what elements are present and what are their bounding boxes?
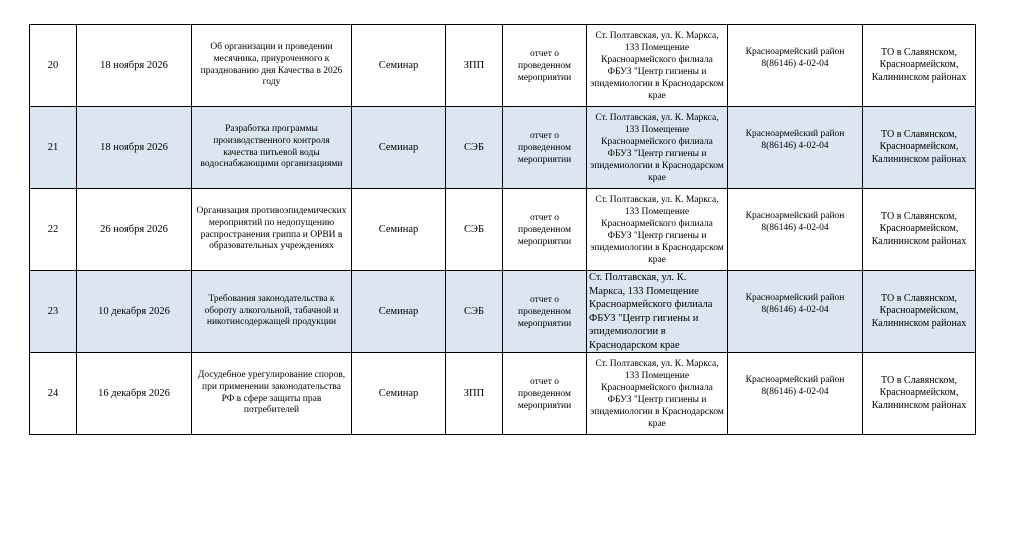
event-address: Ст. Полтавская, ул. К. Маркса, 133 Помещение Красноармейского филиала ФБУЗ "Центр гигиены и эпидемиологии в Краснодарском крае	[587, 189, 728, 271]
event-date: 16 декабря 2026	[77, 353, 192, 435]
event-topic: Досудебное урегулирование споров, при применении законодательства РФ в сфере защиты прав потребителей	[192, 353, 352, 435]
report-form: отчет о проведенном мероприятии	[503, 107, 587, 189]
report-form: отчет о проведенном мероприятии	[503, 271, 587, 353]
events-table	[29, 24, 976, 435]
event-address: Ст. Полтавская, ул. К. Маркса, 133 Помещение Красноармейского филиала ФБУЗ "Центр гигиены и эпидемиологии в Краснодарском крае	[587, 25, 728, 107]
report-form: отчет о проведенном мероприятии	[503, 189, 587, 271]
event-topic: Организация противоэпидемических мероприятий по недопущению распространения гриппа и ОРВИ в образовательных учреждениях	[192, 189, 352, 271]
event-address: Ст. Полтавская, ул. К. Маркса, 133 Помещение Красноармейского филиала ФБУЗ "Центр гигиены и эпидемиологии в Краснодарском крае	[587, 353, 728, 435]
event-address: Ст. Полтавская, ул. К. Маркса, 133 Помещение Красноармейского филиала ФБУЗ "Центр гигиены и эпидемиологии в Краснодарском крае	[587, 271, 728, 353]
event-address: Ст. Полтавская, ул. К. Маркса, 133 Помещение Красноармейского филиала ФБУЗ "Центр гигиены и эпидемиологии в Краснодарском крае	[587, 107, 728, 189]
event-date: 10 декабря 2026	[77, 271, 192, 353]
event-type: Семинар	[352, 25, 446, 107]
contact-phone	[728, 189, 863, 271]
row-number: 22	[30, 189, 77, 271]
table-row	[30, 25, 976, 107]
row-number: 23	[30, 271, 77, 353]
table-row	[30, 107, 976, 189]
event-type: Семинар	[352, 189, 446, 271]
contact-phone-text: Красноармейский район 8(86146) 4-02-04	[745, 128, 845, 151]
row-number: 20	[30, 25, 77, 107]
table-row	[30, 271, 976, 353]
event-type: Семинар	[352, 107, 446, 189]
responsible-office: ТО в Славянском, Красноармейском, Калининском районах	[863, 271, 976, 353]
event-date: 26 ноября 2026	[77, 189, 192, 271]
responsible-office: ТО в Славянском, Красноармейском, Калининском районах	[863, 189, 976, 271]
responsible-office: ТО в Славянском, Красноармейском, Калининском районах	[863, 353, 976, 435]
event-topic: Разработка программы производственного контроля качества питьевой воды водоснабжающими организациями	[192, 107, 352, 189]
contact-phone-text: Красноармейский район 8(86146) 4-02-04	[745, 374, 845, 397]
responsible-office: ТО в Славянском, Красноармейском, Калининском районах	[863, 107, 976, 189]
event-date: 18 ноября 2026	[77, 107, 192, 189]
contact-phone-text: Красноармейский район 8(86146) 4-02-04	[745, 292, 845, 315]
table-row	[30, 353, 976, 435]
contact-phone-text: Красноармейский район 8(86146) 4-02-04	[745, 46, 845, 69]
responsible-office: ТО в Славянском, Красноармейском, Калининском районах	[863, 25, 976, 107]
department: ЗПП	[446, 353, 503, 435]
contact-phone	[728, 107, 863, 189]
row-number: 24	[30, 353, 77, 435]
report-form: отчет о проведенном мероприятии	[503, 25, 587, 107]
event-topic: Об организации и проведении месячника, приуроченного к празднованию дня Качества в 2026 году	[192, 25, 352, 107]
department: СЭБ	[446, 189, 503, 271]
department: СЭБ	[446, 107, 503, 189]
department: ЗПП	[446, 25, 503, 107]
contact-phone-text: Красноармейский район 8(86146) 4-02-04	[745, 210, 845, 233]
event-type: Семинар	[352, 271, 446, 353]
contact-phone	[728, 25, 863, 107]
event-topic: Требования законодательства к обороту алкогольной, табачной и никотинсодержащей продукции	[192, 271, 352, 353]
table-row	[30, 189, 976, 271]
department: СЭБ	[446, 271, 503, 353]
event-type: Семинар	[352, 353, 446, 435]
report-form: отчет о проведенном мероприятии	[503, 353, 587, 435]
contact-phone	[728, 353, 863, 435]
contact-phone	[728, 271, 863, 353]
row-number: 21	[30, 107, 77, 189]
event-date: 18 ноября 2026	[77, 25, 192, 107]
